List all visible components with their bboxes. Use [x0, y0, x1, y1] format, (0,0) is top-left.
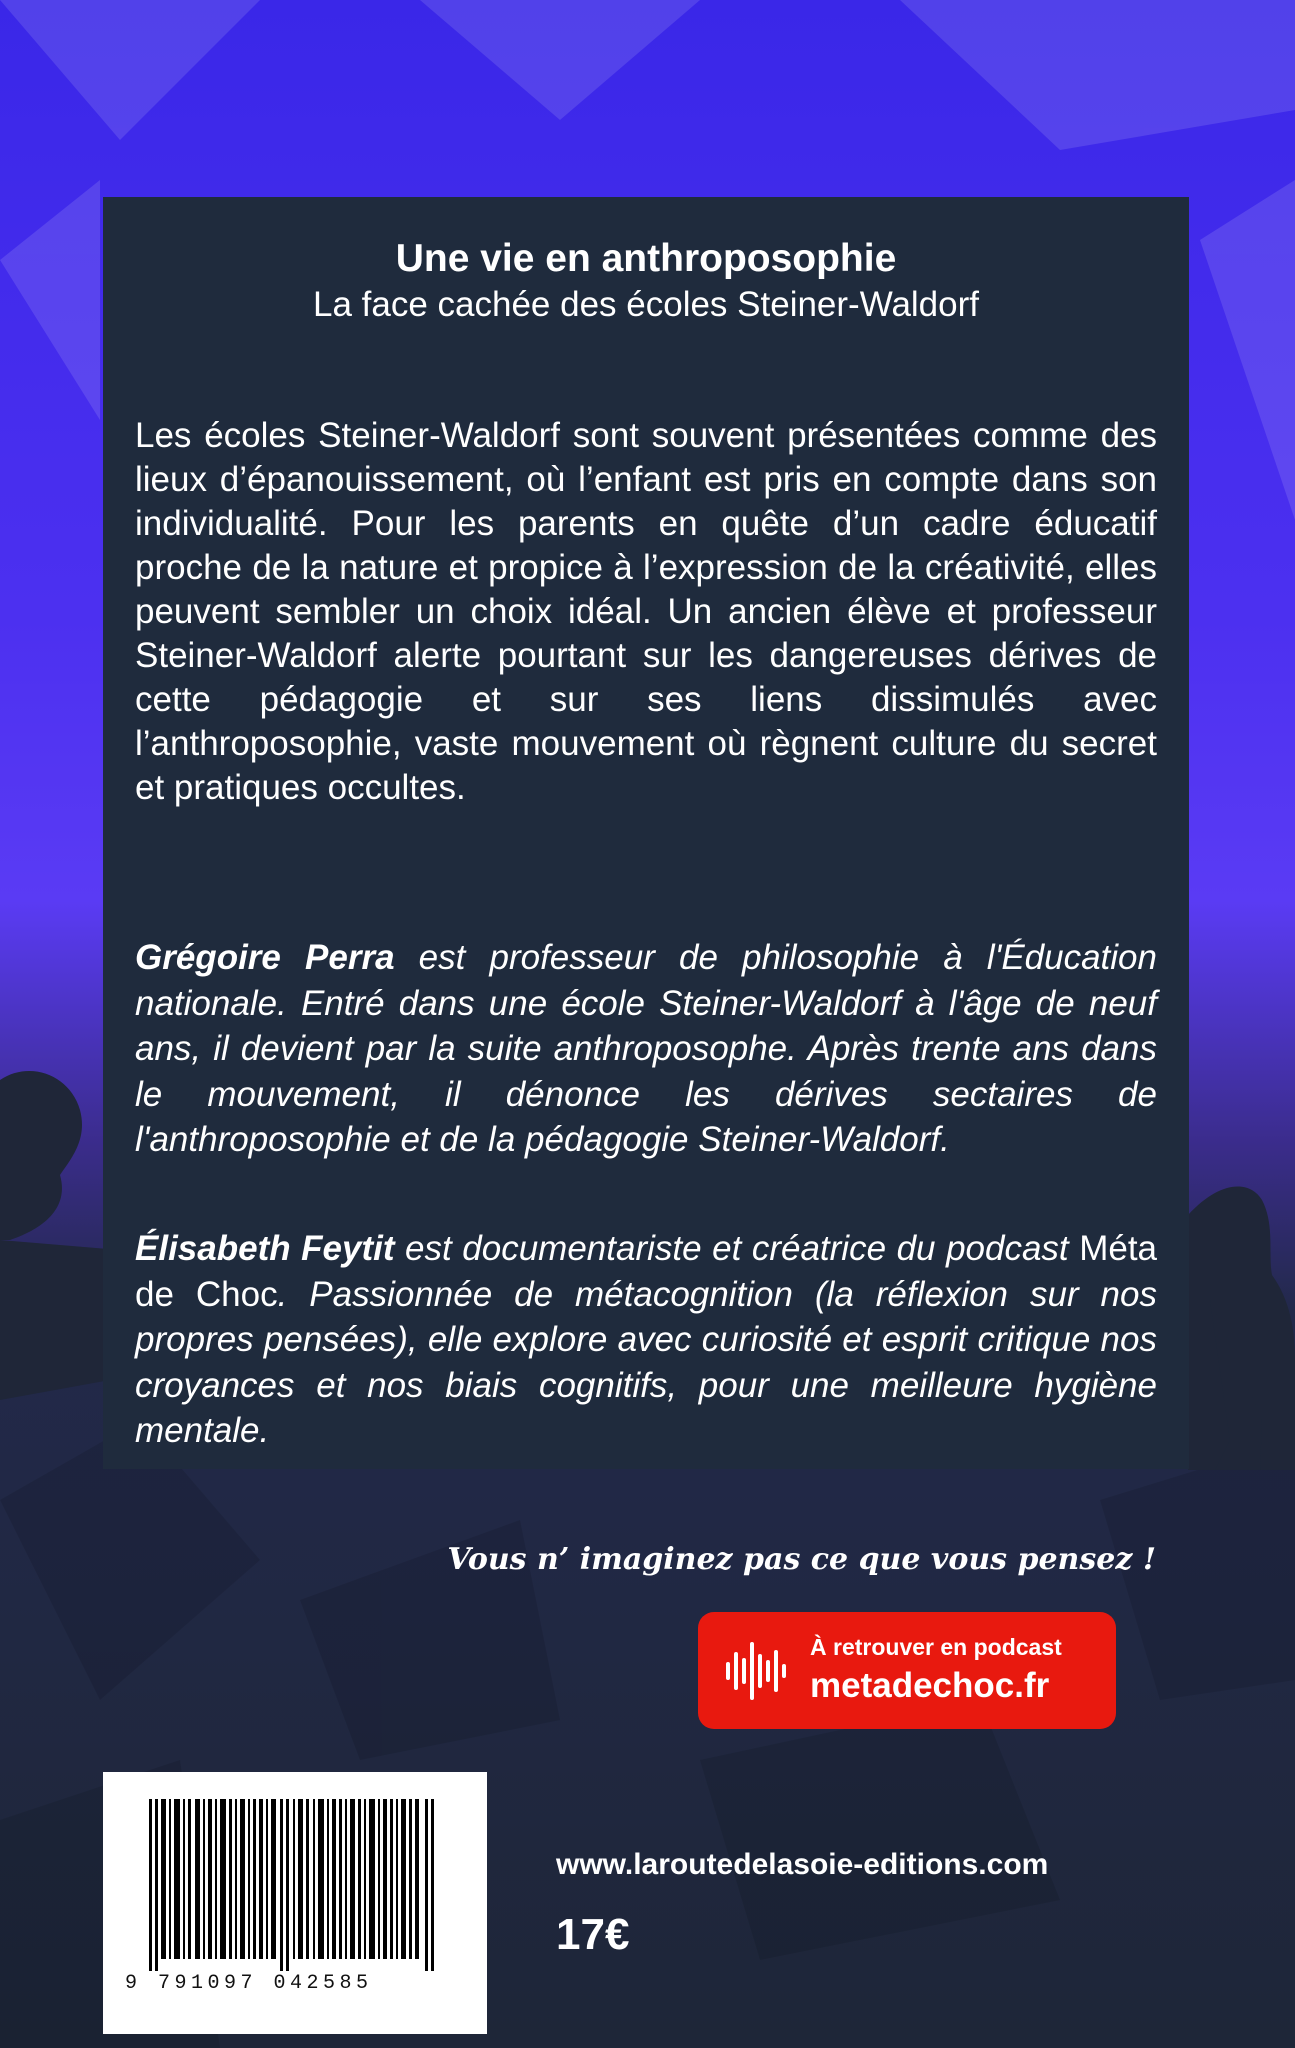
price: 17€: [556, 1910, 630, 1959]
barcode: [103, 1772, 487, 2034]
author-bio-text-2a: est documentariste et créatrice du podcast: [394, 1229, 1080, 1268]
podcast-badge[interactable]: [698, 1612, 1116, 1729]
podcast-name: Méta de Choc: [135, 1229, 1158, 1314]
book-subtitle: La face cachée des écoles Steiner-Waldorf: [312, 285, 979, 324]
author-name-1: Grégoire Perra: [135, 938, 395, 977]
sound-wave-icon: [724, 1640, 790, 1702]
author-bio-1: [135, 935, 1157, 1163]
book-summary: Les écoles Steiner-Waldorf sont souvent présentées comme des lieux d’épanouissement, où l’enfant est pris en compte dans son individualité. Pour les parents en quête d’un cadre éducatif proche de la nature et propice à l’expression de la créativité, elles peuvent sembler un choix idéal. Un ancien élève et professeur Steiner-Waldorf alerte pourtant sur les dangereuses dérives de cette pédagogie et sur ses liens dissimulés avec l’anthroposophie, vaste mouvement où règnent culture du secret et pratiques occultes.: [135, 416, 1157, 807]
author-bio-2: [135, 1226, 1157, 1454]
publisher-website[interactable]: www.laroutedelasoie-editions.com: [556, 1848, 1049, 1881]
podcast-label: À retrouver en podcast: [810, 1634, 1062, 1660]
author-bio-text-2b: . Passionnée de métacognition (la réflexion sur nos propres pensées), elle explore avec curiosité et esprit critique nos croyances et nos biais cognitifs, pour une meilleure hygiène mentale.: [135, 1274, 1157, 1450]
tagline: Vous n’ imaginez pas ce que vous pensez !: [447, 1542, 1156, 1577]
podcast-url[interactable]: metadechoc.fr: [810, 1666, 1050, 1705]
barcode-bars: [149, 1799, 441, 1971]
author-name-2: Élisabeth Feytit: [135, 1229, 395, 1268]
book-title: Une vie en anthroposophie: [395, 237, 897, 280]
author-bio-text-1: est professeur de philosophie à l'Éducation nationale. Entré dans une école Steiner-Waldorf à l'âge de neuf ans, il devient par la suite anthroposophe. Après trente ans dans le mouvement, il dénonce les dérives sectaires de l'anthroposophie et de la pédagogie Steiner-Waldorf.: [135, 938, 1157, 1159]
back-cover-panel: [103, 197, 1189, 1469]
barcode-digits: 9 791097 042585: [125, 1972, 373, 1995]
